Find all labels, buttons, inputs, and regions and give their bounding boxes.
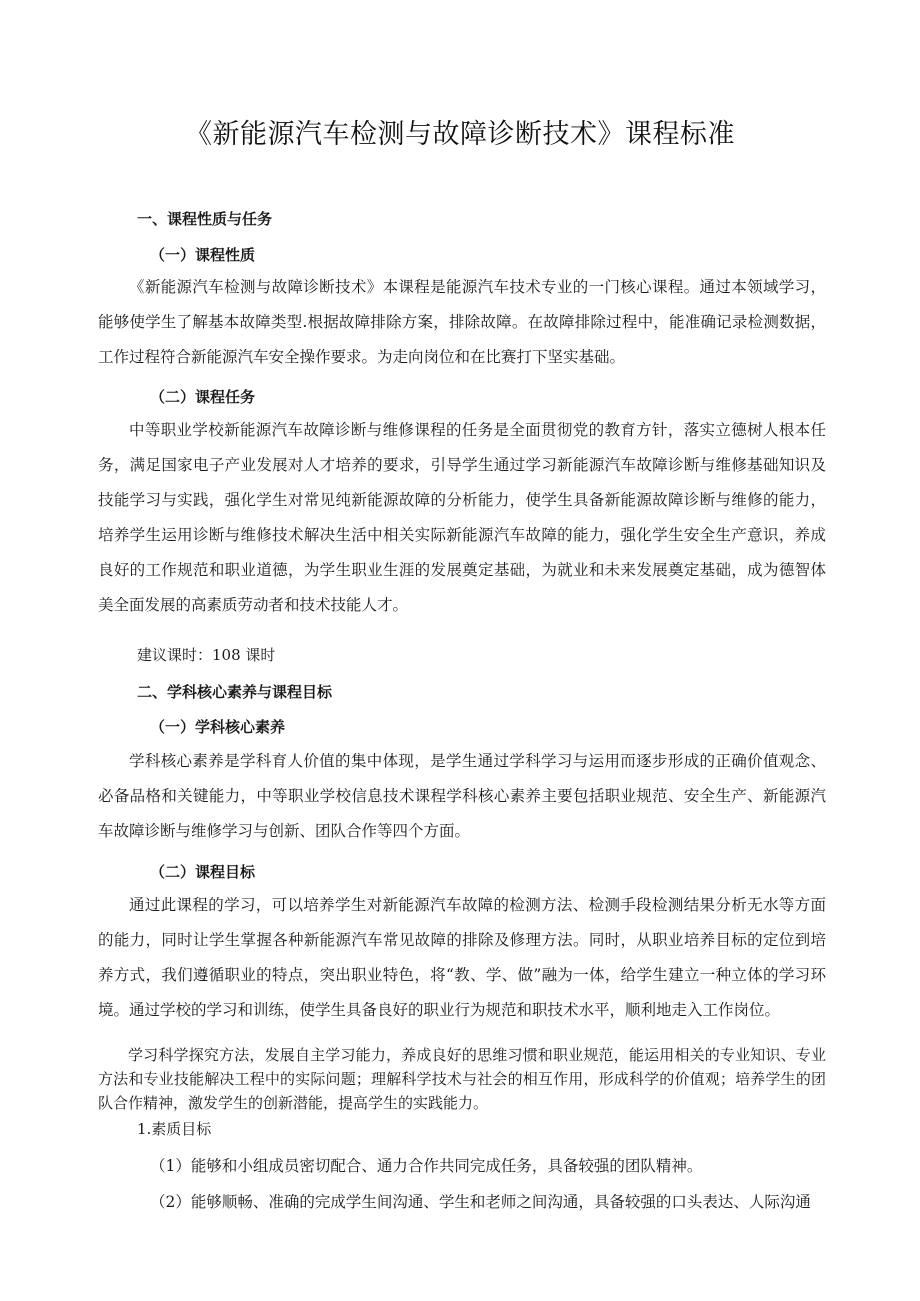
subsection-heading-course-goals: （二）课程目标: [150, 863, 256, 881]
quality-goal-item: （1）能够和小组成员密切配合、通力合作共同完成任务，具备较强的团队精神。: [150, 1157, 703, 1175]
paragraph-learning-methods: 学习科学探究方法，发展自主学习能力，养成良好的思维习惯和职业规范，能运用相关的专业知识、专业方法和专业技能解决工程中的实际问题；理解科学技术与社会的相互作用，形成科学的价值观；培养学生的团队合作精神，激发学生的创新潜能，提高学生的实践能力。: [98, 1046, 826, 1112]
document-title: 《新能源汽车检测与故障诊断技术》课程标准: [185, 119, 735, 150]
paragraph-core-literacy: 学科核心素养是学科育人价值的集中体现，是学生通过学科学习与运用而逐步形成的正确价值观念、必备品格和关键能力，中等职业学校信息技术课程学科核心素养主要包括职业规范、安全生产、新能源汽车故障诊断与维修学习与创新、团队合作等四个方面。: [98, 752, 826, 840]
subsection-heading-core-literacy: （一）学科核心素养: [150, 718, 286, 736]
subsection-heading-course-nature: （一）课程性质: [150, 246, 256, 264]
section-heading-core-literacy-goals: 二、学科核心素养与课程目标: [137, 683, 333, 701]
paragraph-course-goals: 通过此课程的学习，可以培养学生对新能源汽车故障的检测方法、检测手段检测结果分析无水等方面的能力，同时让学生掌握各种新能源汽车常见故障的排除及修理方法。同时，从职业培养目标的定位到培养方式，我们遵循职业的特点，突出职业特色，将“教、学、做”融为一体，给学生建立一种立体的学习环境。通过学校的学习和训练，使学生具备良好的职业行为规范和职技术水平，顺利地走入工作岗位。: [98, 896, 826, 1019]
section-heading-nature-task: 一、课程性质与任务: [137, 210, 273, 228]
subsection-heading-course-task: （二）课程任务: [150, 388, 256, 406]
quality-goal-item: （2）能够顺畅、准确的完成学生间沟通、学生和老师之间沟通，具备较强的口头表达、人际沟通: [150, 1193, 811, 1211]
paragraph-course-task: 中等职业学校新能源汽车故障诊断与维修课程的任务是全面贯彻党的教育方针，落实立德树人根本任务，满足国家电子产业发展对人才培养的要求，引导学生通过学习新能源汽车故障诊断与维修基础知识及技能学习与实践，强化学生对常见纯新能源故障的分析能力，使学生具备新能源故障诊断与维修的能力，培养学生运用诊断与维修技术解决生活中相关实际新能源汽车故障的能力，强化学生安全生产意识，养成良好的工作规范和职业道德，为学生职业生涯的发展奠定基础，为就业和未来发展奠定基础，成为德智体美全面发展的高素质劳动者和技术技能人才。: [98, 421, 826, 614]
quality-goals-heading: 1.素质目标: [137, 1120, 212, 1138]
suggested-hours: 建议课时：108 课时: [137, 646, 276, 664]
paragraph-course-nature: 《新能源汽车检测与故障诊断技术》本课程是能源汽车技术专业的一门核心课程。通过本领域学习，能够使学生了解基本故障类型.根据故障排除方案，排除故障。在故障排除过程中，能准确记录检测数据，工作过程符合新能源汽车安全操作要求。为走向岗位和在比赛打下坚实基础。: [98, 278, 826, 366]
